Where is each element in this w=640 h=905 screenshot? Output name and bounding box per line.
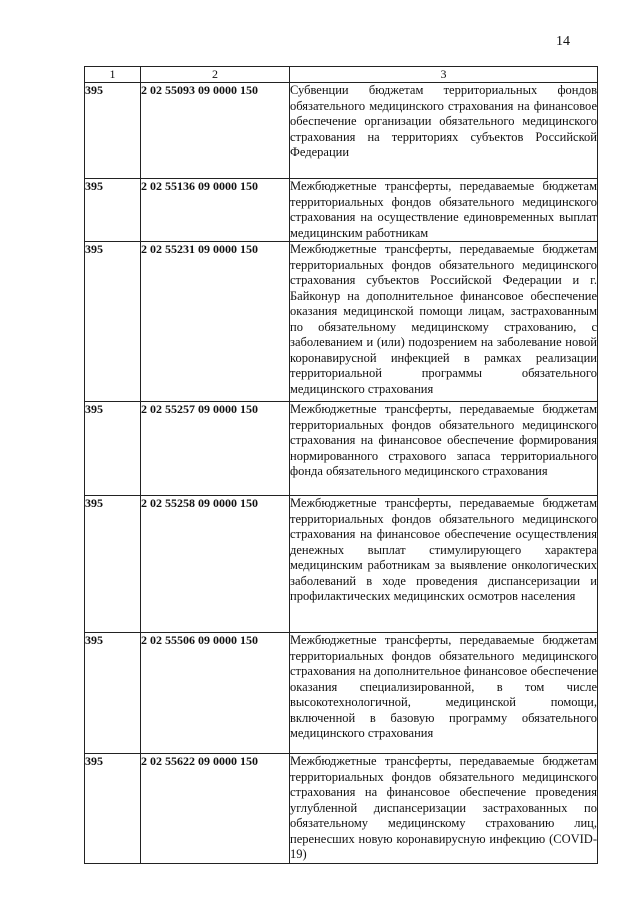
budget-classification-code-cell: 2 02 55093 09 0000 150 (141, 83, 290, 179)
admin-code-cell: 395 (85, 179, 141, 242)
budget-classification-code-cell: 2 02 55231 09 0000 150 (141, 242, 290, 402)
column-header-1: 1 (85, 67, 141, 83)
table-row (85, 633, 598, 754)
budget-classification-code-cell: 2 02 55622 09 0000 150 (141, 754, 290, 864)
budget-classification-code-cell: 2 02 55257 09 0000 150 (141, 402, 290, 496)
revenue-description-cell: Субвенции бюджетам территориальных фондов обязательного медицинского страхования на финансовое обеспечение организации обязательного медицинского страхования на территориях субъектов Российской Федерации (290, 83, 598, 179)
admin-code-cell: 395 (85, 402, 141, 496)
budget-classification-code-cell: 2 02 55258 09 0000 150 (141, 496, 290, 633)
revenue-description-cell: Межбюджетные трансферты, передаваемые бюджетам территориальных фондов обязательного медицинского страхования на осуществление единовременных выплат медицинским работникам (290, 179, 597, 240)
page-number: 14 (556, 34, 570, 49)
budget-classification-code-cell: 2 02 55136 09 0000 150 (141, 179, 290, 242)
admin-code-cell: 395 (85, 496, 141, 633)
admin-code-cell: 395 (85, 754, 141, 864)
table-row (85, 179, 598, 242)
admin-code-cell: 395 (85, 83, 141, 179)
table-row (85, 754, 598, 864)
admin-code-cell: 395 (85, 242, 141, 402)
column-header-2: 2 (141, 67, 290, 83)
admin-code-cell: 395 (85, 633, 141, 754)
revenue-description-cell: Межбюджетные трансферты, передаваемые бюджетам территориальных фондов обязательного медицинского страхования на финансовое обеспечение проведения углубленной диспансеризации застрахованных по обязательному медицинскому страхованию лиц, перенесших новую коронавирусную инфекцию (COVID-19) (290, 754, 598, 864)
table-row (85, 496, 598, 633)
column-header-3: 3 (290, 67, 598, 83)
revenue-description-cell: Межбюджетные трансферты, передаваемые бюджетам территориальных фондов обязательного медицинского страхования на финансовое обеспечение формирования нормированного страхового запаса территориального фонда обязательного медицинского страхования (290, 402, 598, 496)
revenue-description-cell: Межбюджетные трансферты, передаваемые бюджетам территориальных фондов обязательного медицинского страхования на финансовое обеспечение осуществления денежных выплат стимулирующего характера медицинским работникам за выявление онкологических заболеваний в ходе проведения диспансеризации и профилактических медицинских осмотров населения (290, 496, 598, 633)
table-row (85, 402, 598, 496)
budget-codes-table (84, 66, 598, 864)
revenue-description-cell: Межбюджетные трансферты, передаваемые бюджетам территориальных фондов обязательного медицинского страхования на дополнительное финансовое обеспечение оказания специализированной, в том числе высокотехнологичной, медицинской помощи, включенной в базовую программу обязательного медицинского страхования (290, 633, 598, 754)
table-row (85, 83, 598, 179)
revenue-description-cell: Межбюджетные трансферты, передаваемые бюджетам территориальных фондов обязательного медицинского страхования субъектов Российской Федерации и г. Байконур на дополнительное финансовое обеспечение оказания медицинской помощи лицам, застрахованным по обязательному медицинскому страхованию, с заболеванием и (или) подозрением на заболевание новой коронавирусной инфекцией в рамках реализации территориальной программы обязательного медицинского страхования (290, 242, 598, 402)
table-row (85, 242, 598, 402)
budget-classification-code-cell: 2 02 55506 09 0000 150 (141, 633, 290, 754)
table-header-row (85, 67, 598, 83)
